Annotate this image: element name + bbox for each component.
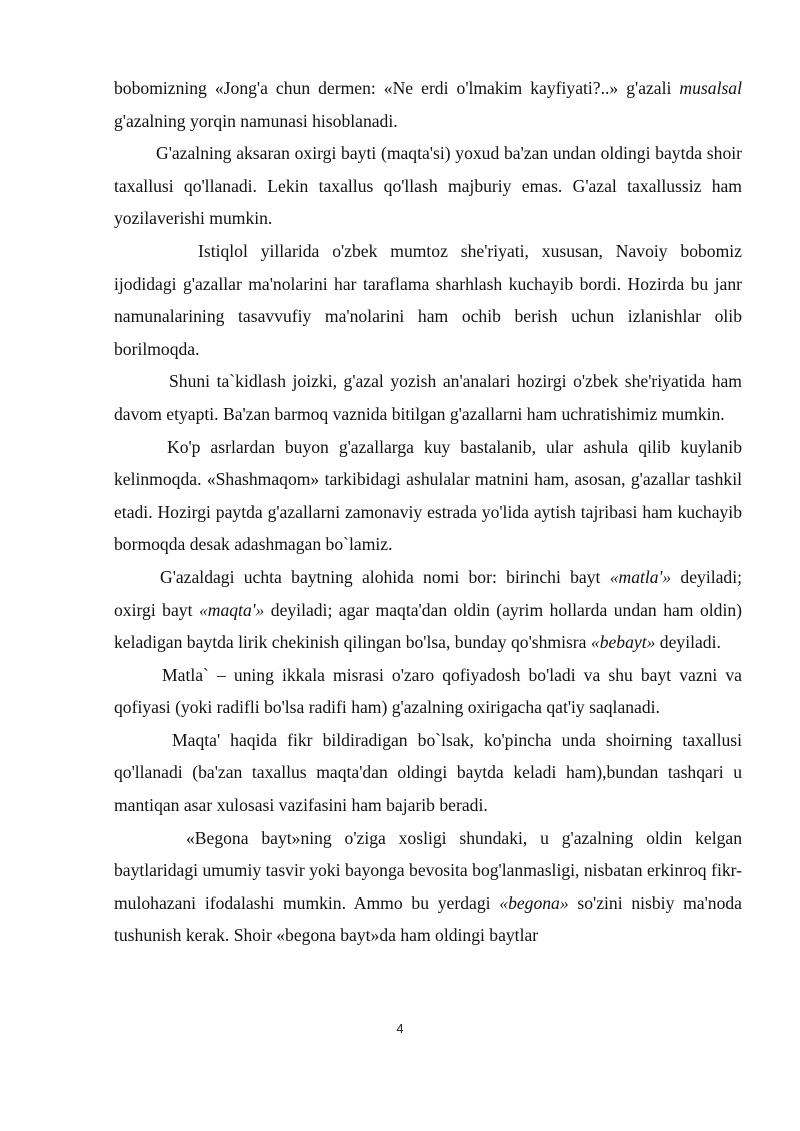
paragraph-4	[114, 365, 742, 430]
text-run: g'azalning yorqin namunasi hisoblanadi.	[114, 110, 398, 131]
italic-term: musalsal	[679, 78, 742, 98]
text-run: so'zini nisbiy ma'noda tushunish kerak. Shoir «begona bayt»da ham oldingi baytlar	[114, 892, 742, 946]
text-run: G'azaldagi uchta baytning alohida nomi bor: birinchi bayt	[160, 566, 610, 587]
paragraph-3	[114, 235, 742, 365]
paragraph-1	[114, 72, 742, 137]
document-body	[114, 72, 742, 952]
paragraph-5	[114, 431, 742, 561]
text-run: Matla` – uning ikkala misrasi o'zaro qofiyadosh bo'ladi va shu bayt vazni va qofiyasi (yoki radifli bo'lsa radifi ham) g'azalning oxirigacha qat'iy saqlanadi.	[114, 664, 742, 718]
italic-term: «bebayt»	[590, 632, 656, 653]
text-run: Maqta' haqida fikr bildiradigan bo`lsak, ko'pincha unda shoirning taxallusi qo'llanadi (ba'zan taxallus maqta'dan oldingi baytda keladi ham),bundan tashqari u mantiqan asar xulosasi vazifasini ham bajarib beradi.	[114, 729, 742, 816]
italic-term: «maqta'»	[198, 599, 265, 620]
paragraph-7	[114, 659, 742, 724]
paragraph-6	[114, 561, 742, 659]
text-run: Shuni ta`kidlash joizki, g'azal yozish an'analari hozirgi o'zbek she'riyatida ham davom etyapti. Ba'zan barmoq vaznida bitilgan g'azallarni ham uchratishimiz mumkin.	[114, 371, 742, 424]
text-run: G'azalning aksaran oxirgi bayti (maqta'si) yoxud ba'zan undan oldingi baytda shoir taxallusi qo'llanadi. Lekin taxallus qo'llash majburiy emas. G'azal taxallussiz ham yozilaverishi mumkin.	[114, 143, 742, 229]
text-run: deyiladi; agar maqta'dan oldin (ayrim hollarda undan ham oldin) keladigan baytda lirik chekinish qilingan bo'lsa, bunday qo'shmisra	[114, 599, 742, 653]
italic-term: «matla'»	[609, 566, 672, 587]
text-run: deyiladi; oxirgi bayt	[114, 566, 742, 620]
text-run: Istiqlol yillarida o'zbek mumtoz she'riyati, xususan, Navoiy bobomiz ijodidagi g'azallar ma'nolarini har taraflama sharhlash kuchayib bordi. Hozirda bu janr namunalarining tasavvufiy ma'nolarini ham ochib berish uchun izlanishlar olib borilmoqda.	[114, 240, 742, 359]
text-run: bobomizning «Jong'a chun dermen: «Ne erdi o'lmakim kayfiyati?..» g'azali	[114, 78, 680, 98]
paragraph-9	[114, 822, 742, 952]
page-number: 4	[396, 1021, 404, 1036]
text-run: «Begona bayt»ning o'ziga xosligi shundaki, u g'azalning oldin kelgan baytlaridagi umumiy tasvir yoki bayonga bevosita bog'lanmasligi, nisbatan erkinroq fikr-mulohazani ifodalashi mumkin. Ammo bu yerdagi	[114, 827, 742, 913]
paragraph-8	[114, 724, 742, 822]
text-run: Ko'p asrlardan buyon g'azallarga kuy bastalanib, ular ashula qilib kuylanib kelinmoqda. «Shashmaqom» tarkibidagi ashulalar matnini ham, asosan, g'azallar tashkil etadi. Hozirgi paytda g'azallarni zamonaviy estrada yo'lida aytish tajribasi ham kuchayib bormoqda desak adashmagan bo`lamiz.	[114, 436, 742, 555]
paragraph-2	[114, 137, 742, 235]
italic-term: «begona»	[499, 892, 569, 913]
text-run: deyiladi.	[655, 632, 721, 653]
